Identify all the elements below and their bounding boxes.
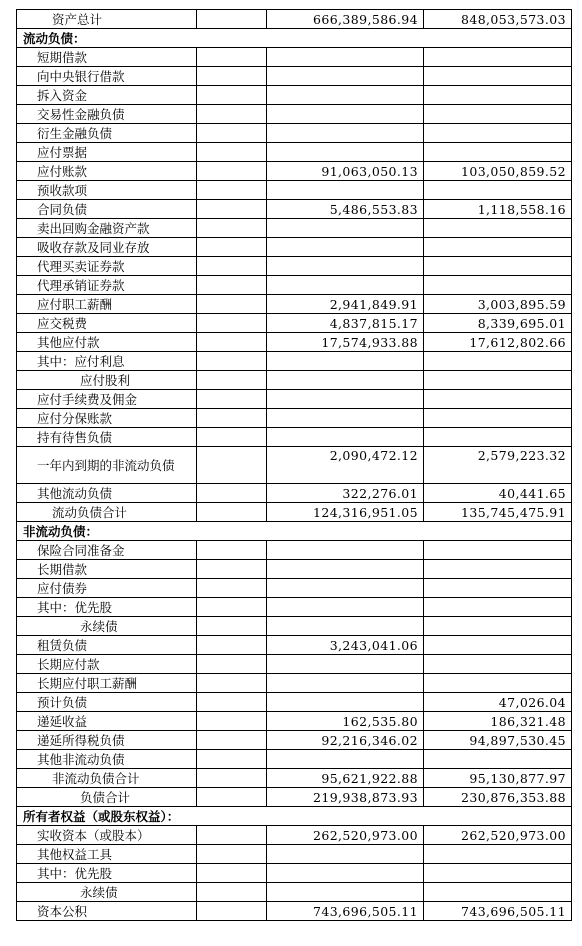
current-period-value bbox=[267, 428, 424, 447]
note-cell bbox=[197, 200, 267, 219]
note-cell bbox=[197, 636, 267, 655]
note-cell bbox=[197, 617, 267, 636]
row-label: 其他流动负债 bbox=[17, 484, 197, 503]
table-row bbox=[17, 371, 572, 390]
note-cell bbox=[197, 67, 267, 86]
prior-period-value: 94,897,530.45 bbox=[424, 731, 572, 750]
current-period-value bbox=[267, 143, 424, 162]
table-row bbox=[17, 503, 572, 522]
row-label: 衍生金融负债 bbox=[17, 124, 197, 143]
row-label: 应付股利 bbox=[17, 371, 197, 390]
note-cell bbox=[197, 124, 267, 143]
note-cell bbox=[197, 883, 267, 902]
prior-period-value bbox=[424, 864, 572, 883]
balance-sheet-body bbox=[17, 10, 572, 921]
note-cell bbox=[197, 788, 267, 807]
current-period-value: 322,276.01 bbox=[267, 484, 424, 503]
row-label: 向中央银行借款 bbox=[17, 67, 197, 86]
current-period-value: 91,063,050.13 bbox=[267, 162, 424, 181]
table-row bbox=[17, 883, 572, 902]
table-row bbox=[17, 902, 572, 921]
prior-period-value bbox=[424, 352, 572, 371]
prior-period-value bbox=[424, 579, 572, 598]
table-row bbox=[17, 560, 572, 579]
prior-period-value: 8,339,695.01 bbox=[424, 314, 572, 333]
row-label: 其中：应付利息 bbox=[17, 352, 197, 371]
row-label: 保险合同准备金 bbox=[17, 541, 197, 560]
note-cell bbox=[197, 428, 267, 447]
prior-period-value bbox=[424, 636, 572, 655]
table-row bbox=[17, 276, 572, 295]
prior-period-value bbox=[424, 409, 572, 428]
prior-period-value: 103,050,859.52 bbox=[424, 162, 572, 181]
current-period-value bbox=[267, 219, 424, 238]
note-cell bbox=[197, 560, 267, 579]
row-label: 应付债券 bbox=[17, 579, 197, 598]
current-period-value: 743,696,505.11 bbox=[267, 902, 424, 921]
current-period-value bbox=[267, 541, 424, 560]
table-row bbox=[17, 10, 572, 29]
current-period-value: 262,520,973.00 bbox=[267, 826, 424, 845]
row-label: 长期应付职工薪酬 bbox=[17, 674, 197, 693]
note-cell bbox=[197, 48, 267, 67]
table-row bbox=[17, 409, 572, 428]
table-row bbox=[17, 352, 572, 371]
table-row bbox=[17, 447, 572, 484]
current-period-value bbox=[267, 390, 424, 409]
note-cell bbox=[197, 503, 267, 522]
current-period-value bbox=[267, 124, 424, 143]
row-label: 非流动负债合计 bbox=[17, 769, 197, 788]
note-cell bbox=[197, 219, 267, 238]
current-period-value bbox=[267, 864, 424, 883]
prior-period-value bbox=[424, 276, 572, 295]
note-cell bbox=[197, 484, 267, 503]
row-label: 应付职工薪酬 bbox=[17, 295, 197, 314]
section-header: 流动负债： bbox=[17, 29, 572, 48]
row-label: 永续债 bbox=[17, 617, 197, 636]
prior-period-value bbox=[424, 238, 572, 257]
prior-period-value bbox=[424, 48, 572, 67]
prior-period-value: 2,579,223.32 bbox=[424, 447, 572, 484]
note-cell bbox=[197, 276, 267, 295]
current-period-value bbox=[267, 598, 424, 617]
prior-period-value: 743,696,505.11 bbox=[424, 902, 572, 921]
row-label: 拆入资金 bbox=[17, 86, 197, 105]
row-label: 其他权益工具 bbox=[17, 845, 197, 864]
current-period-value: 124,316,951.05 bbox=[267, 503, 424, 522]
current-period-value bbox=[267, 674, 424, 693]
prior-period-value bbox=[424, 219, 572, 238]
prior-period-value bbox=[424, 181, 572, 200]
prior-period-value: 95,130,877.97 bbox=[424, 769, 572, 788]
note-cell bbox=[197, 541, 267, 560]
table-row bbox=[17, 67, 572, 86]
row-label: 资本公积 bbox=[17, 902, 197, 921]
row-label: 租赁负债 bbox=[17, 636, 197, 655]
row-label: 长期借款 bbox=[17, 560, 197, 579]
current-period-value: 5,486,553.83 bbox=[267, 200, 424, 219]
note-cell bbox=[197, 86, 267, 105]
current-period-value: 162,535.80 bbox=[267, 712, 424, 731]
prior-period-value: 17,612,802.66 bbox=[424, 333, 572, 352]
table-row bbox=[17, 484, 572, 503]
table-row bbox=[17, 674, 572, 693]
row-label: 卖出回购金融资产款 bbox=[17, 219, 197, 238]
current-period-value bbox=[267, 579, 424, 598]
row-label: 代理承销证券款 bbox=[17, 276, 197, 295]
section-header: 所有者权益（或股东权益）： bbox=[17, 807, 572, 826]
row-label: 其中：优先股 bbox=[17, 598, 197, 617]
current-period-value bbox=[267, 238, 424, 257]
note-cell bbox=[197, 750, 267, 769]
table-row bbox=[17, 143, 572, 162]
row-label: 应付票据 bbox=[17, 143, 197, 162]
prior-period-value bbox=[424, 560, 572, 579]
current-period-value bbox=[267, 409, 424, 428]
note-cell bbox=[197, 371, 267, 390]
table-row bbox=[17, 124, 572, 143]
note-cell bbox=[197, 598, 267, 617]
table-row bbox=[17, 200, 572, 219]
prior-period-value bbox=[424, 371, 572, 390]
current-period-value: 2,941,849.91 bbox=[267, 295, 424, 314]
prior-period-value bbox=[424, 845, 572, 864]
prior-period-value bbox=[424, 257, 572, 276]
current-period-value: 666,389,586.94 bbox=[267, 10, 424, 29]
note-cell bbox=[197, 447, 267, 484]
row-label: 应付手续费及佣金 bbox=[17, 390, 197, 409]
current-period-value bbox=[267, 617, 424, 636]
note-cell bbox=[197, 352, 267, 371]
row-label: 预收款项 bbox=[17, 181, 197, 200]
current-period-value bbox=[267, 883, 424, 902]
row-label: 流动负债合计 bbox=[17, 503, 197, 522]
current-period-value: 92,216,346.02 bbox=[267, 731, 424, 750]
table-row bbox=[17, 579, 572, 598]
row-label: 其他非流动负债 bbox=[17, 750, 197, 769]
prior-period-value: 848,053,573.03 bbox=[424, 10, 572, 29]
note-cell bbox=[197, 655, 267, 674]
row-label: 代理买卖证券款 bbox=[17, 257, 197, 276]
prior-period-value: 230,876,353.88 bbox=[424, 788, 572, 807]
current-period-value bbox=[267, 86, 424, 105]
row-label: 负债合计 bbox=[17, 788, 197, 807]
note-cell bbox=[197, 143, 267, 162]
prior-period-value: 3,003,895.59 bbox=[424, 295, 572, 314]
prior-period-value: 40,441.65 bbox=[424, 484, 572, 503]
current-period-value bbox=[267, 845, 424, 864]
note-cell bbox=[197, 238, 267, 257]
table-row bbox=[17, 86, 572, 105]
note-cell bbox=[197, 409, 267, 428]
table-row bbox=[17, 845, 572, 864]
prior-period-value: 47,026.04 bbox=[424, 693, 572, 712]
current-period-value bbox=[267, 371, 424, 390]
table-row bbox=[17, 29, 572, 48]
row-label: 应付账款 bbox=[17, 162, 197, 181]
row-label: 资产总计 bbox=[17, 10, 197, 29]
note-cell bbox=[197, 579, 267, 598]
current-period-value bbox=[267, 257, 424, 276]
prior-period-value: 186,321.48 bbox=[424, 712, 572, 731]
row-label: 一年内到期的非流动负债 bbox=[17, 447, 197, 484]
current-period-value bbox=[267, 693, 424, 712]
prior-period-value: 1,118,558.16 bbox=[424, 200, 572, 219]
balance-sheet-table bbox=[16, 9, 572, 921]
note-cell bbox=[197, 257, 267, 276]
current-period-value: 2,090,472.12 bbox=[267, 447, 424, 484]
note-cell bbox=[197, 295, 267, 314]
current-period-value bbox=[267, 750, 424, 769]
current-period-value: 4,837,815.17 bbox=[267, 314, 424, 333]
note-cell bbox=[197, 390, 267, 409]
note-cell bbox=[197, 712, 267, 731]
table-row bbox=[17, 636, 572, 655]
table-row bbox=[17, 105, 572, 124]
table-row bbox=[17, 617, 572, 636]
note-cell bbox=[197, 693, 267, 712]
table-row bbox=[17, 750, 572, 769]
table-row bbox=[17, 333, 572, 352]
current-period-value bbox=[267, 352, 424, 371]
current-period-value bbox=[267, 181, 424, 200]
prior-period-value bbox=[424, 124, 572, 143]
note-cell bbox=[197, 769, 267, 788]
current-period-value: 95,621,922.88 bbox=[267, 769, 424, 788]
table-row bbox=[17, 428, 572, 447]
prior-period-value bbox=[424, 86, 572, 105]
row-label: 预计负债 bbox=[17, 693, 197, 712]
row-label: 持有待售负债 bbox=[17, 428, 197, 447]
prior-period-value bbox=[424, 143, 572, 162]
note-cell bbox=[197, 731, 267, 750]
current-period-value bbox=[267, 655, 424, 674]
note-cell bbox=[197, 105, 267, 124]
current-period-value bbox=[267, 276, 424, 295]
table-row bbox=[17, 807, 572, 826]
prior-period-value bbox=[424, 883, 572, 902]
table-row bbox=[17, 295, 572, 314]
current-period-value bbox=[267, 105, 424, 124]
row-label: 递延所得税负债 bbox=[17, 731, 197, 750]
table-row bbox=[17, 541, 572, 560]
row-label: 长期应付款 bbox=[17, 655, 197, 674]
table-row bbox=[17, 181, 572, 200]
prior-period-value bbox=[424, 598, 572, 617]
row-label: 吸收存款及同业存放 bbox=[17, 238, 197, 257]
note-cell bbox=[197, 864, 267, 883]
note-cell bbox=[197, 845, 267, 864]
prior-period-value bbox=[424, 67, 572, 86]
table-row bbox=[17, 314, 572, 333]
table-row bbox=[17, 769, 572, 788]
table-row bbox=[17, 693, 572, 712]
note-cell bbox=[197, 181, 267, 200]
table-row bbox=[17, 712, 572, 731]
table-row bbox=[17, 48, 572, 67]
row-label: 应付分保账款 bbox=[17, 409, 197, 428]
current-period-value: 17,574,933.88 bbox=[267, 333, 424, 352]
row-label: 其中：优先股 bbox=[17, 864, 197, 883]
current-period-value: 219,938,873.93 bbox=[267, 788, 424, 807]
table-row bbox=[17, 390, 572, 409]
row-label: 实收资本（或股本） bbox=[17, 826, 197, 845]
note-cell bbox=[197, 333, 267, 352]
table-row bbox=[17, 257, 572, 276]
table-row bbox=[17, 788, 572, 807]
row-label: 应交税费 bbox=[17, 314, 197, 333]
prior-period-value bbox=[424, 105, 572, 124]
prior-period-value: 262,520,973.00 bbox=[424, 826, 572, 845]
section-header: 非流动负债： bbox=[17, 522, 572, 541]
prior-period-value: 135,745,475.91 bbox=[424, 503, 572, 522]
current-period-value bbox=[267, 48, 424, 67]
prior-period-value bbox=[424, 390, 572, 409]
note-cell bbox=[197, 162, 267, 181]
table-row bbox=[17, 238, 572, 257]
table-row bbox=[17, 522, 572, 541]
current-period-value: 3,243,041.06 bbox=[267, 636, 424, 655]
row-label: 交易性金融负债 bbox=[17, 105, 197, 124]
row-label: 短期借款 bbox=[17, 48, 197, 67]
prior-period-value bbox=[424, 541, 572, 560]
prior-period-value bbox=[424, 750, 572, 769]
row-label: 永续债 bbox=[17, 883, 197, 902]
current-period-value bbox=[267, 67, 424, 86]
prior-period-value bbox=[424, 674, 572, 693]
table-row bbox=[17, 826, 572, 845]
row-label: 其他应付款 bbox=[17, 333, 197, 352]
table-row bbox=[17, 598, 572, 617]
prior-period-value bbox=[424, 617, 572, 636]
note-cell bbox=[197, 902, 267, 921]
table-row bbox=[17, 731, 572, 750]
note-cell bbox=[197, 10, 267, 29]
prior-period-value bbox=[424, 655, 572, 674]
table-row bbox=[17, 162, 572, 181]
table-row bbox=[17, 864, 572, 883]
row-label: 合同负债 bbox=[17, 200, 197, 219]
note-cell bbox=[197, 314, 267, 333]
current-period-value bbox=[267, 560, 424, 579]
table-row bbox=[17, 655, 572, 674]
table-row bbox=[17, 219, 572, 238]
note-cell bbox=[197, 826, 267, 845]
note-cell bbox=[197, 674, 267, 693]
row-label: 递延收益 bbox=[17, 712, 197, 731]
prior-period-value bbox=[424, 428, 572, 447]
